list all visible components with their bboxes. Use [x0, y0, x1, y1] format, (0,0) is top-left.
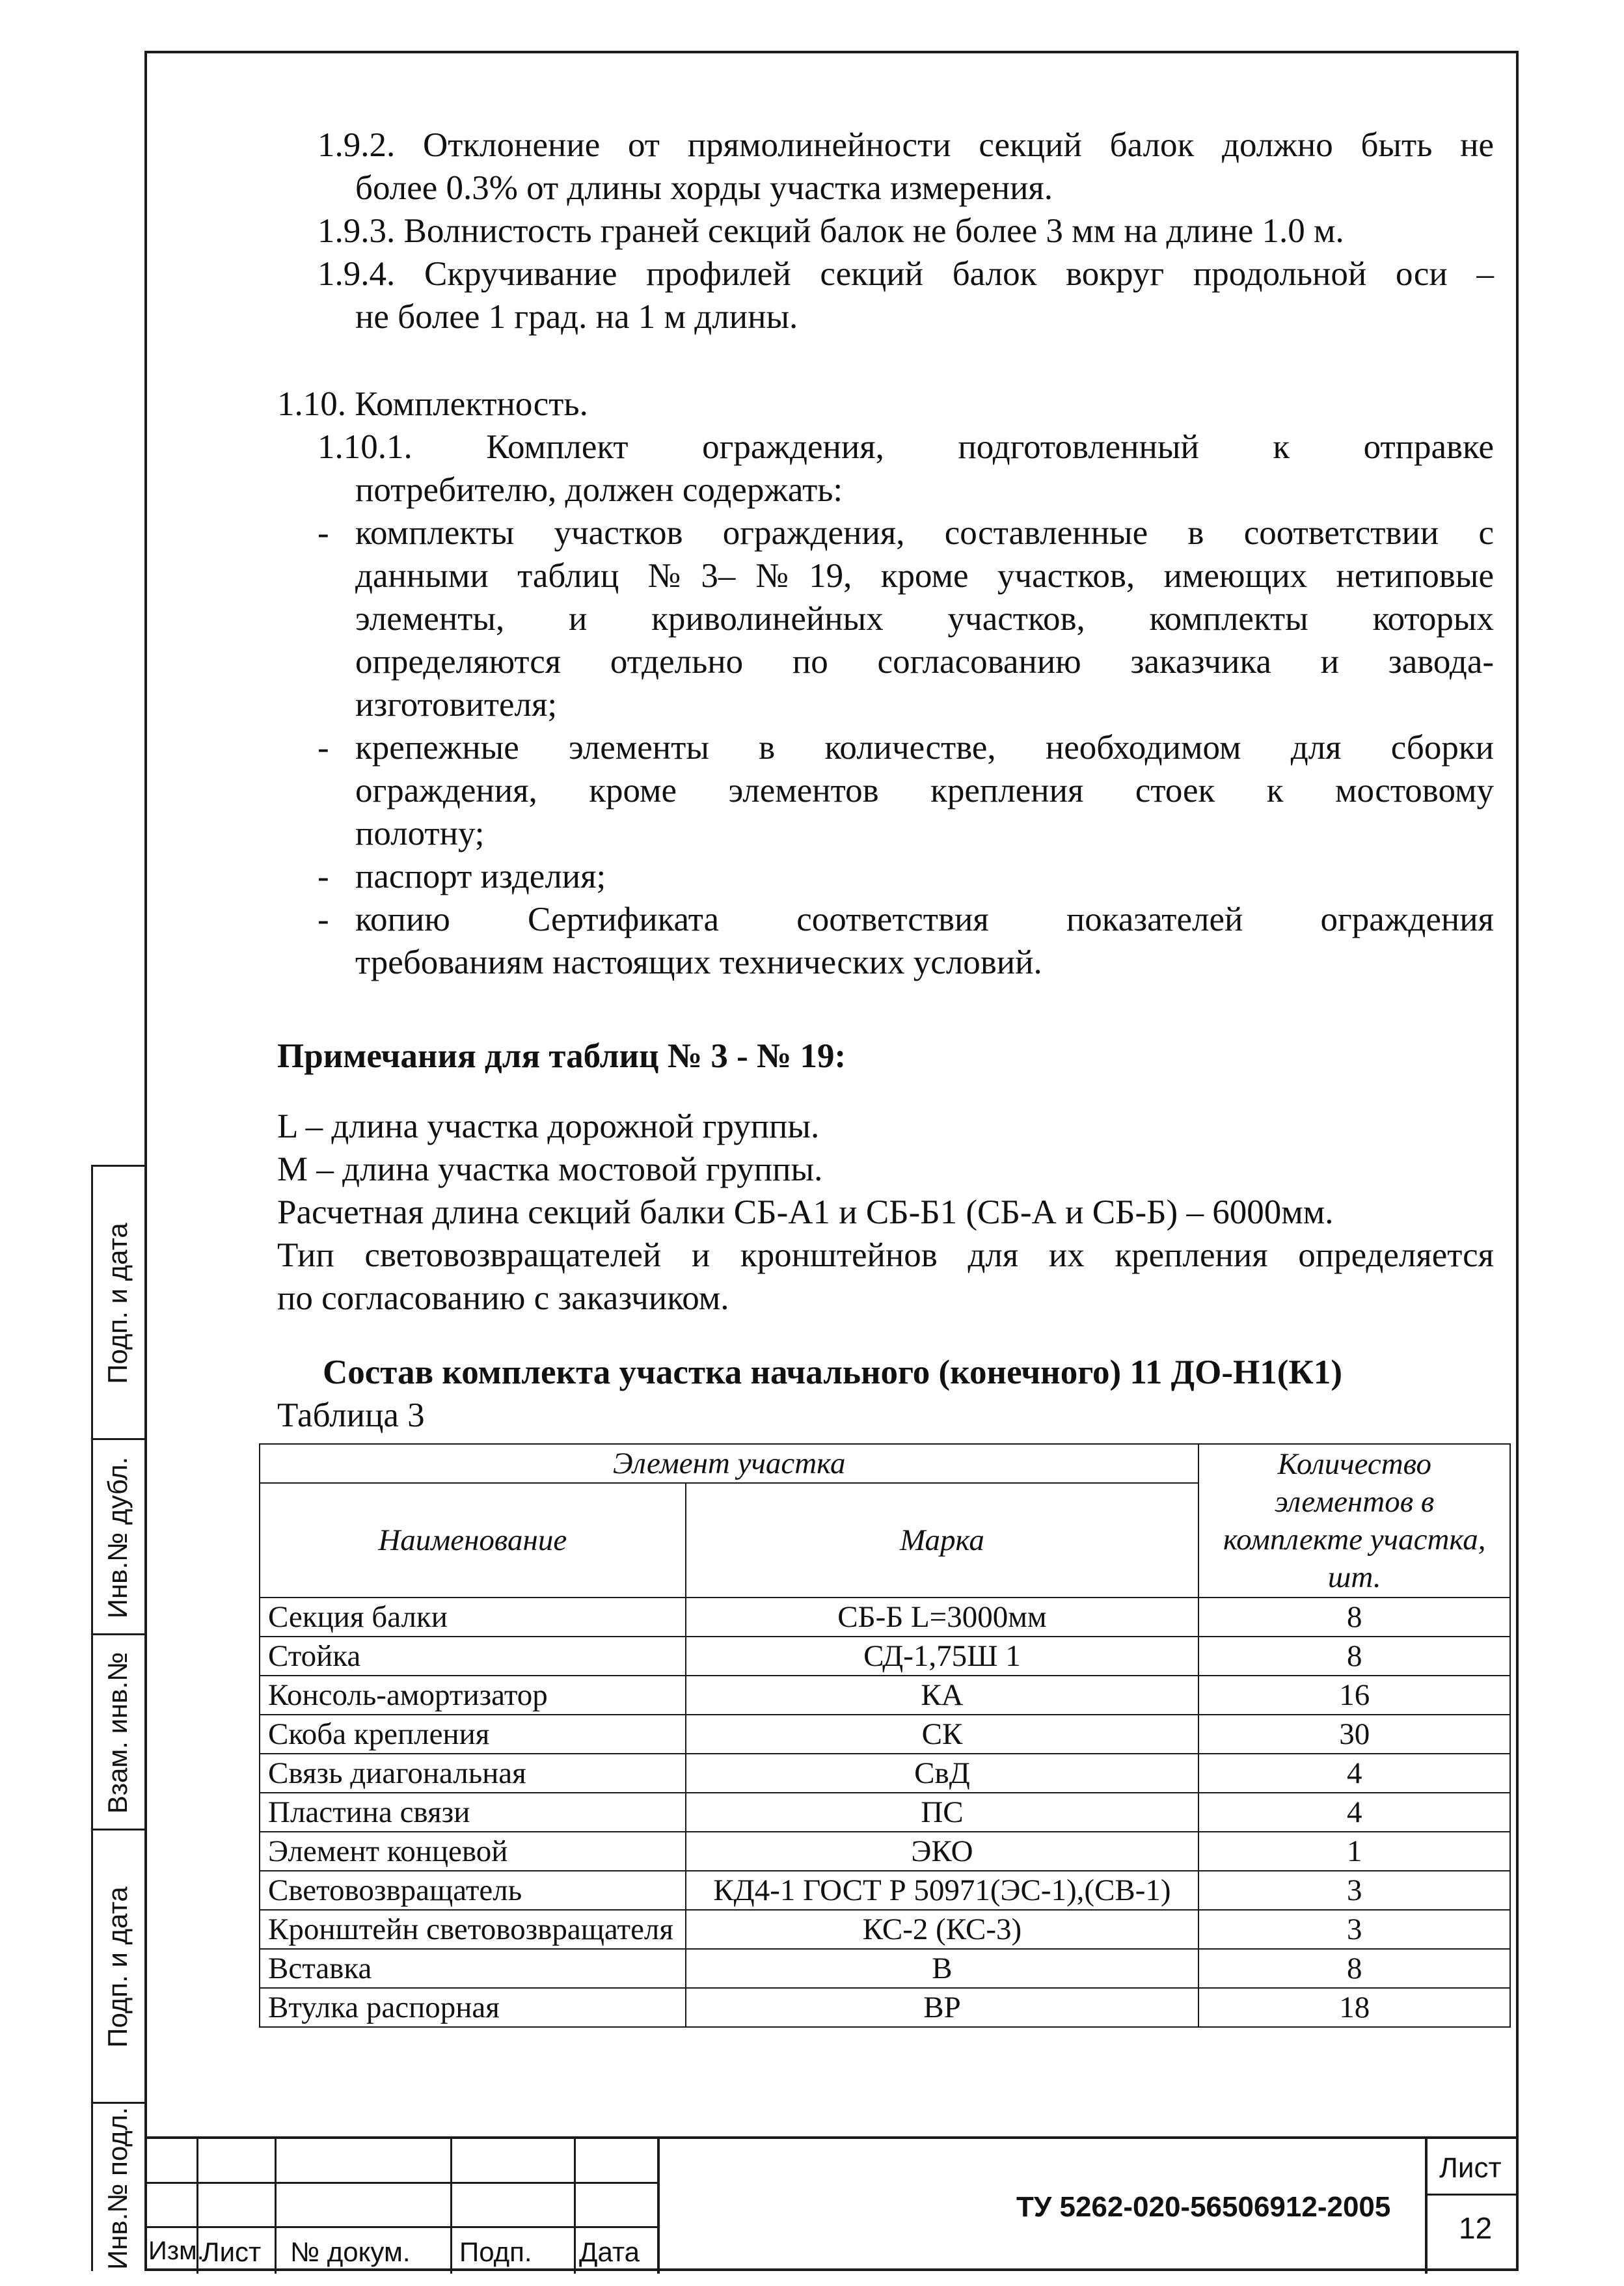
section-heading-1-10: 1.10. Комплектность.: [277, 385, 588, 423]
cell-name: Кронштейн световозвращателя: [260, 1910, 686, 1949]
header-element-group: Элемент участка: [260, 1444, 1198, 1483]
sidebar-cell-vzam-inv: [91, 1633, 144, 1830]
stamp-izm: Изм.: [148, 2237, 204, 2265]
cell-qty: 3: [1198, 1910, 1510, 1949]
bullet-1-line2: данными таблиц №3–№19, кроме участков, имеющих нетиповые: [355, 557, 1494, 595]
cell-qty: 18: [1198, 1988, 1510, 2027]
table-title: Состав комплекта участка начального (конечного) 11 ДО-Н1(К1): [323, 1354, 1342, 1391]
sheet-label: Лист: [1439, 2152, 1502, 2184]
cell-name: Втулка распорная: [260, 1988, 686, 2027]
table-row: [260, 1793, 1510, 1832]
cell-name: Стойка: [260, 1637, 686, 1676]
table-row: [260, 1832, 1510, 1871]
cell-qty: 4: [1198, 1754, 1510, 1793]
cell-name: Секция балки: [260, 1598, 686, 1637]
cell-name: Вставка: [260, 1949, 686, 1988]
stamp-hline: [144, 2182, 658, 2184]
cell-mark: ЭКО: [686, 1832, 1199, 1871]
cell-qty: 8: [1198, 1949, 1510, 1988]
paragraph-1-9-4-line2: не более 1 град. на 1 м длины.: [355, 298, 798, 336]
cell-mark: КД4-1 ГОСТ Р 50971(ЭС-1),(СВ-1): [686, 1871, 1199, 1910]
cell-qty: 16: [1198, 1676, 1510, 1715]
bullet-1-line4: определяются отдельно по согласованию заказчика и завода-: [355, 643, 1494, 681]
table-row: [260, 1871, 1510, 1910]
stamp-vline: [450, 2139, 452, 2274]
binding-sidebar: [91, 1165, 144, 2271]
components-table: [259, 1443, 1511, 2028]
cell-name: Элемент концевой: [260, 1832, 686, 1871]
cell-qty: 1: [1198, 1832, 1510, 1871]
table-row: [260, 1676, 1510, 1715]
paragraph-1-9-2-line1: 1.9.2. Отклонение от прямолинейности секций балок должно быть не: [318, 126, 1494, 164]
stamp-hline: [144, 2226, 658, 2228]
cell-mark: ВР: [686, 1988, 1199, 2027]
bullet-dash: -: [318, 514, 329, 552]
paragraph-1-10-1-line2: потребителю, должен содержать:: [355, 471, 843, 509]
bullet-4-line2: требованиям настоящих технических условий.: [355, 944, 1042, 981]
paragraph-1-9-3: 1.9.3. Волнистость граней секций балок не более 3 мм на длине 1.0 м.: [318, 212, 1344, 250]
sidebar-cell-podp-data-bottom: [91, 1829, 144, 2104]
table-row: [260, 1637, 1510, 1676]
sidebar-label-inv-dubl: Инв.№ дубл.: [102, 1456, 133, 1619]
cell-qty: 3: [1198, 1871, 1510, 1910]
sidebar-label-inv-podl: Инв.№ подл.: [102, 2107, 133, 2270]
cell-name: Световозвращатель: [260, 1871, 686, 1910]
stamp-vline: [657, 2139, 660, 2274]
bullet-4-line1: копию Сертификата соответствия показателей ограждения: [355, 901, 1494, 938]
table-row: [260, 1949, 1510, 1988]
table-row: [260, 1988, 1510, 2027]
note-line-2: М – длина участка мостовой группы.: [277, 1150, 823, 1188]
stamp-ndokum: № докум.: [290, 2237, 411, 2267]
bullet-2-line3: полотну;: [355, 815, 485, 852]
sidebar-cell-inv-podl: [91, 2102, 144, 2273]
paragraph-1-10-1-line1: 1.10.1. Комплект ограждения, подготовленный к отправке: [318, 428, 1494, 466]
stamp-sheet-divider: [1425, 2194, 1519, 2196]
table-row: [260, 1754, 1510, 1793]
cell-mark: СД-1,75Ш 1: [686, 1637, 1199, 1676]
table-row: [260, 1910, 1510, 1949]
table-row: [260, 1715, 1510, 1754]
bullet-1-line3: элементы, и криволинейных участков, комплекты которых: [355, 600, 1494, 638]
bullet-dash: -: [318, 729, 329, 767]
bullet-dash: -: [318, 901, 329, 938]
note-line-3: Расчетная длина секций балки СБ-А1 и СБ-Б1 (СБ-А и СБ-Б) – 6000мм.: [277, 1193, 1334, 1231]
cell-mark: СК: [686, 1715, 1199, 1754]
cell-name: Скоба крепления: [260, 1715, 686, 1754]
header-mark: Марка: [686, 1483, 1199, 1598]
stamp-list: Лист: [202, 2237, 262, 2267]
note-line-4: Тип световозвращателей и кронштейнов для их крепления определяется: [277, 1236, 1494, 1274]
bullet-2-line2: ограждения, кроме элементов крепления стоек к мостовому: [355, 772, 1494, 810]
sidebar-label-podp-data-top: Подп. и дата: [102, 1223, 133, 1384]
header-name: Наименование: [260, 1483, 686, 1598]
cell-mark: СвД: [686, 1754, 1199, 1793]
cell-qty: 8: [1198, 1598, 1510, 1637]
bullet-dash: -: [318, 858, 329, 895]
bullet-3-line1: паспорт изделия;: [355, 858, 606, 895]
cell-mark: СБ-Б L=3000мм: [686, 1598, 1199, 1637]
sidebar-cell-inv-dubl: [91, 1438, 144, 1635]
stamp-vline: [275, 2139, 277, 2274]
header-quantity: Количество элементов в комплекте участка, шт.: [1198, 1444, 1510, 1598]
notes-heading: Примечания для таблиц № 3 - № 19:: [277, 1037, 846, 1075]
bullet-2-line1: крепежные элементы в количестве, необходимом для сборки: [355, 729, 1494, 767]
stamp-podp: Подп.: [459, 2237, 532, 2267]
cell-qty: 30: [1198, 1715, 1510, 1754]
sheet-number: 12: [1459, 2211, 1493, 2245]
cell-name: Консоль-амортизатор: [260, 1676, 686, 1715]
stamp-vline: [574, 2139, 576, 2274]
note-line-1: L – длина участка дорожной группы.: [277, 1108, 820, 1145]
paragraph-1-9-4-line1: 1.9.4. Скручивание профилей секций балок вокруг продольной оси –: [318, 255, 1494, 293]
sidebar-label-podp-data-bottom: Подп. и дата: [102, 1886, 133, 2048]
sidebar-label-vzam-inv: Взам. инв.№: [102, 1652, 133, 1814]
cell-qty: 4: [1198, 1793, 1510, 1832]
bullet-1-line5: изготовителя;: [355, 686, 558, 724]
sidebar-cell-podp-data-top: [91, 1165, 144, 1440]
cell-mark: В: [686, 1949, 1199, 1988]
bullet-1-line1: комплекты участков ограждения, составленные в соответствии с: [355, 514, 1494, 552]
stamp-data: Дата: [579, 2237, 640, 2267]
document-number: ТУ 5262-020-56506912-2005: [1016, 2191, 1391, 2223]
paragraph-1-9-2-line2: более 0.3% от длины хорды участка измерения.: [355, 169, 1053, 207]
cell-mark: КС-2 (КС-3): [686, 1910, 1199, 1949]
note-line-5: по согласованию с заказчиком.: [277, 1279, 729, 1317]
cell-name: Связь диагональная: [260, 1754, 686, 1793]
table-header-row: [260, 1444, 1510, 1483]
cell-mark: ПС: [686, 1793, 1199, 1832]
table-row: [260, 1598, 1510, 1637]
stamp-sheet-border: [1425, 2139, 1428, 2274]
table-caption: Таблица 3: [277, 1396, 425, 1434]
cell-name: Пластина связи: [260, 1793, 686, 1832]
title-block: [144, 2136, 1519, 2274]
cell-qty: 8: [1198, 1637, 1510, 1676]
cell-mark: КА: [686, 1676, 1199, 1715]
